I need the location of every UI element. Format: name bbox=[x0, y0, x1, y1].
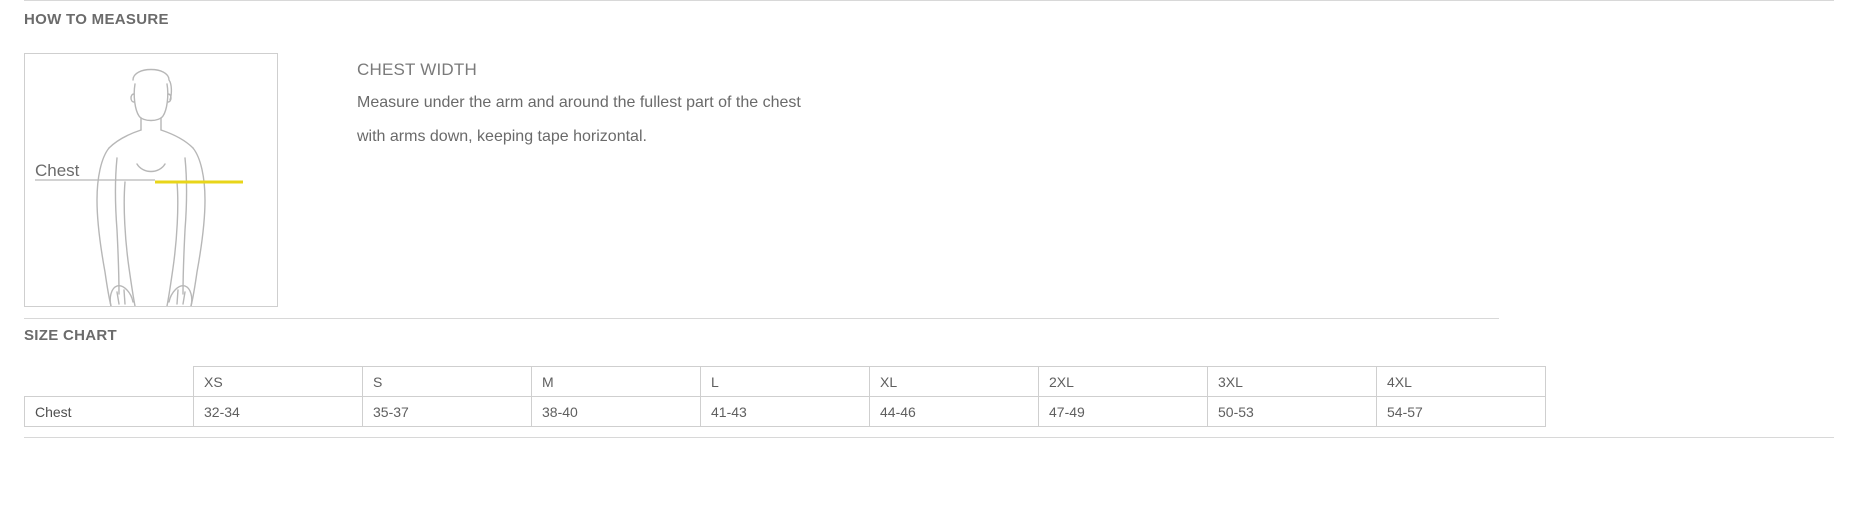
table-col-header-3xl: 3XL bbox=[1208, 367, 1377, 397]
measure-description-line-2: with arms down, keeping tape horizontal. bbox=[357, 128, 647, 145]
table-cell-chest-4xl: 54-57 bbox=[1377, 397, 1546, 427]
table-col-header-4xl: 4XL bbox=[1377, 367, 1546, 397]
table-cell-chest-xl: 44-46 bbox=[870, 397, 1039, 427]
table-row bbox=[25, 397, 1546, 427]
table-row-header-chest: Chest bbox=[25, 397, 194, 427]
table-cell-chest-l: 41-43 bbox=[701, 397, 870, 427]
table-cell-chest-xs: 32-34 bbox=[194, 397, 363, 427]
table-cell-chest-s: 35-37 bbox=[363, 397, 532, 427]
bottom-divider bbox=[24, 437, 1834, 438]
table-col-header-s: S bbox=[363, 367, 532, 397]
top-divider bbox=[24, 0, 1834, 1]
table-corner-cell bbox=[25, 367, 194, 397]
table-cell-chest-m: 38-40 bbox=[532, 397, 701, 427]
how-to-measure-heading: HOW TO MEASURE bbox=[24, 11, 169, 28]
chest-measurement-diagram bbox=[24, 53, 278, 307]
table-cell-chest-3xl: 50-53 bbox=[1208, 397, 1377, 427]
table-col-header-xs: XS bbox=[194, 367, 363, 397]
size-chart-table bbox=[24, 366, 1546, 427]
table-col-header-m: M bbox=[532, 367, 701, 397]
table-cell-chest-2xl: 47-49 bbox=[1039, 397, 1208, 427]
size-chart-divider bbox=[24, 318, 1499, 319]
size-chart-heading: SIZE CHART bbox=[24, 327, 117, 344]
chest-label: Chest bbox=[35, 161, 80, 180]
male-torso-illustration bbox=[25, 54, 277, 306]
measure-description-line-1: Measure under the arm and around the fullest part of the chest bbox=[357, 94, 801, 111]
table-col-header-l: L bbox=[701, 367, 870, 397]
measure-title: CHEST WIDTH bbox=[357, 60, 477, 79]
table-col-header-2xl: 2XL bbox=[1039, 367, 1208, 397]
table-header-row bbox=[25, 367, 1546, 397]
table-col-header-xl: XL bbox=[870, 367, 1039, 397]
